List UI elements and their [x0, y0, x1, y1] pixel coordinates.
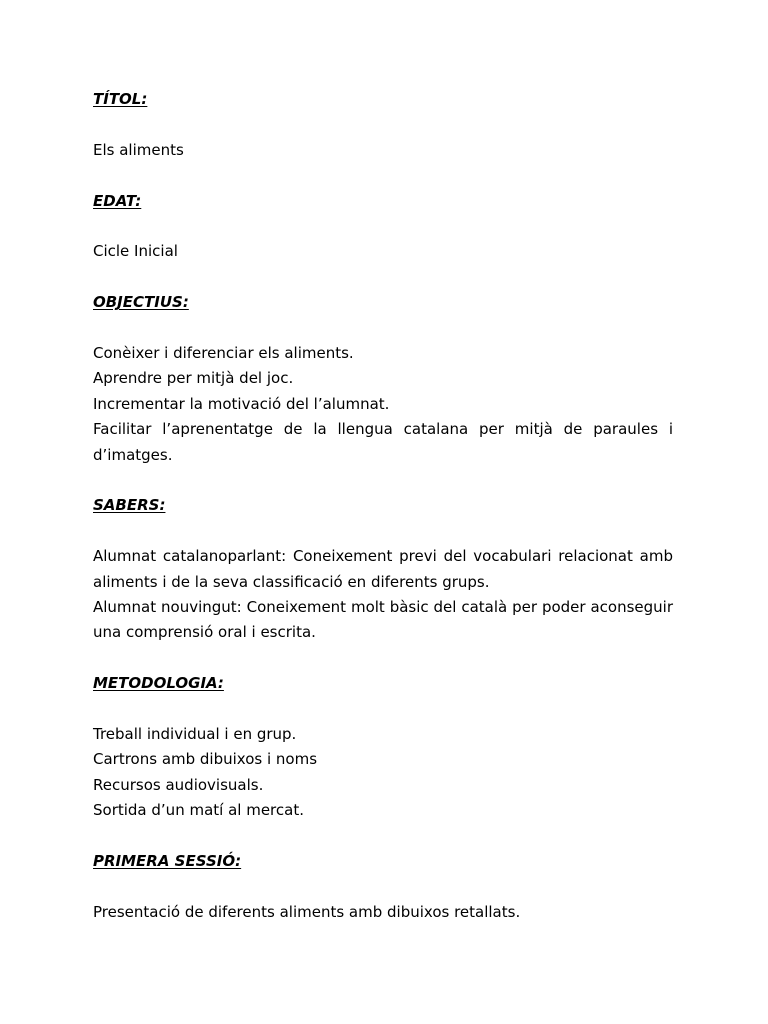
- objectiu-line: Conèixer i diferenciar els aliments.: [93, 343, 354, 362]
- document-page: [93, 87, 673, 925]
- edat-heading: EDAT:: [93, 191, 142, 210]
- metodologia-line: Recursos audiovisuals.: [93, 775, 264, 794]
- saber-paragraph: Alumnat nouvingut: Coneixement molt bàsic del català per poder aconseguir una comprensió oral i escrita.: [93, 597, 673, 642]
- objectiu-line: Aprendre per mitjà del joc.: [93, 369, 294, 388]
- metodologia-heading: METODOLOGIA:: [93, 674, 224, 693]
- primera-sessio-text: Presentació de diferents aliments amb dibuixos retallats.: [93, 902, 521, 921]
- metodologia-line: Treball individual i en grup.: [93, 724, 297, 743]
- sabers-heading: SABERS:: [93, 496, 166, 515]
- saber-paragraph: Alumnat catalanoparlant: Coneixement previ del vocabulari relacionat amb aliments i de la seva classificació en diferents grups.: [93, 547, 673, 591]
- edat-value: Cicle Inicial: [93, 242, 178, 261]
- metodologia-line: Sortida d’un matí al mercat.: [93, 801, 304, 820]
- objectius-heading: OBJECTIUS:: [93, 293, 189, 312]
- objectiu-line: Incrementar la motivació del l’alumnat.: [93, 394, 390, 413]
- metodologia-line: Cartrons amb dibuixos i noms: [93, 750, 318, 769]
- titol-value: Els aliments: [93, 140, 184, 159]
- primera-sessio-heading: PRIMERA SESSIÓ:: [93, 851, 242, 870]
- objectiu-line: Facilitar l’aprenentatge de la llengua catalana per mitjà de paraules i d’imatges.: [93, 420, 673, 464]
- titol-heading: TÍTOL:: [93, 90, 148, 108]
